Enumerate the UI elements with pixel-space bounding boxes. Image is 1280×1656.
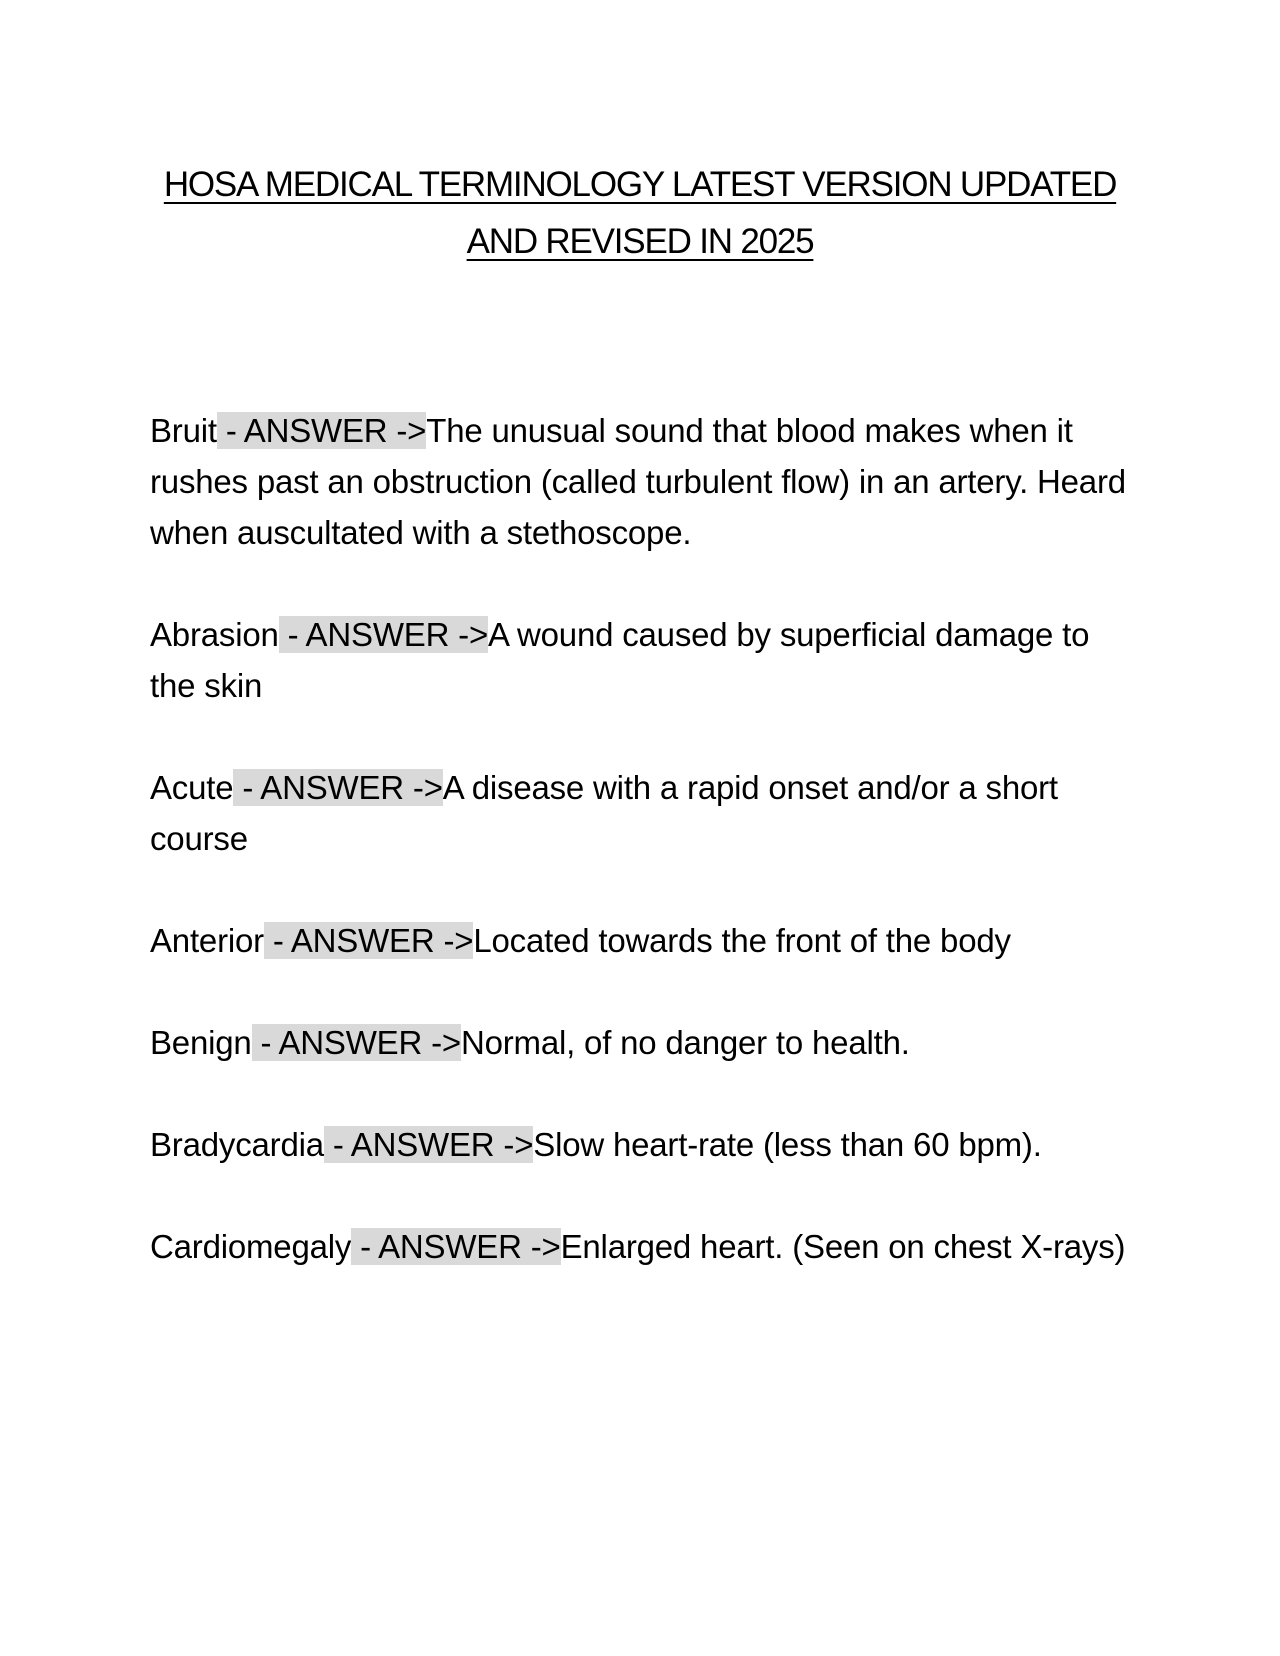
term-entry [150, 1221, 1140, 1272]
term-entry [150, 1119, 1140, 1170]
answer-separator: - ANSWER -> [278, 616, 489, 653]
definition: A wound caused by superficial damage to the skin [150, 616, 1090, 704]
term: Bradycardia [150, 1126, 324, 1163]
title-line-2: AND REVISED IN 2025 [466, 222, 814, 261]
term: Cardiomegaly [150, 1228, 352, 1265]
answer-separator: - ANSWER -> [251, 1024, 461, 1061]
document-title [150, 156, 1130, 270]
definition: Enlarged heart. (Seen on chest X-rays) [560, 1228, 1126, 1265]
definition: Located towards the front of the body [473, 922, 1011, 959]
term-entry [150, 915, 1140, 966]
answer-separator: - ANSWER -> [323, 1126, 534, 1163]
title-line-1: HOSA MEDICAL TERMINOLOGY LATEST VERSION UPDATED [163, 165, 1117, 204]
term-list [150, 405, 1140, 1323]
answer-separator: - ANSWER -> [263, 922, 474, 959]
answer-separator: - ANSWER -> [351, 1228, 561, 1265]
term-entry [150, 1017, 1140, 1068]
definition: The unusual sound that blood makes when it rushes past an obstruction (called turbulent flow) in an artery. Heard when auscultated with a stethoscope. [150, 412, 1126, 551]
definition: A disease with a rapid onset and/or a short course [150, 769, 1058, 857]
answer-separator: - ANSWER -> [233, 769, 443, 806]
term: Bruit [150, 412, 217, 449]
term-entry [150, 405, 1140, 558]
term: Abrasion [150, 616, 279, 653]
definition: Normal, of no danger to health. [460, 1024, 910, 1061]
definition: Slow heart-rate (less than 60 bpm). [533, 1126, 1042, 1163]
term: Anterior [150, 922, 264, 959]
term-entry [150, 762, 1140, 864]
answer-separator: - ANSWER -> [216, 412, 427, 449]
term-entry [150, 609, 1140, 711]
term: Benign [150, 1024, 252, 1061]
term: Acute [150, 769, 234, 806]
